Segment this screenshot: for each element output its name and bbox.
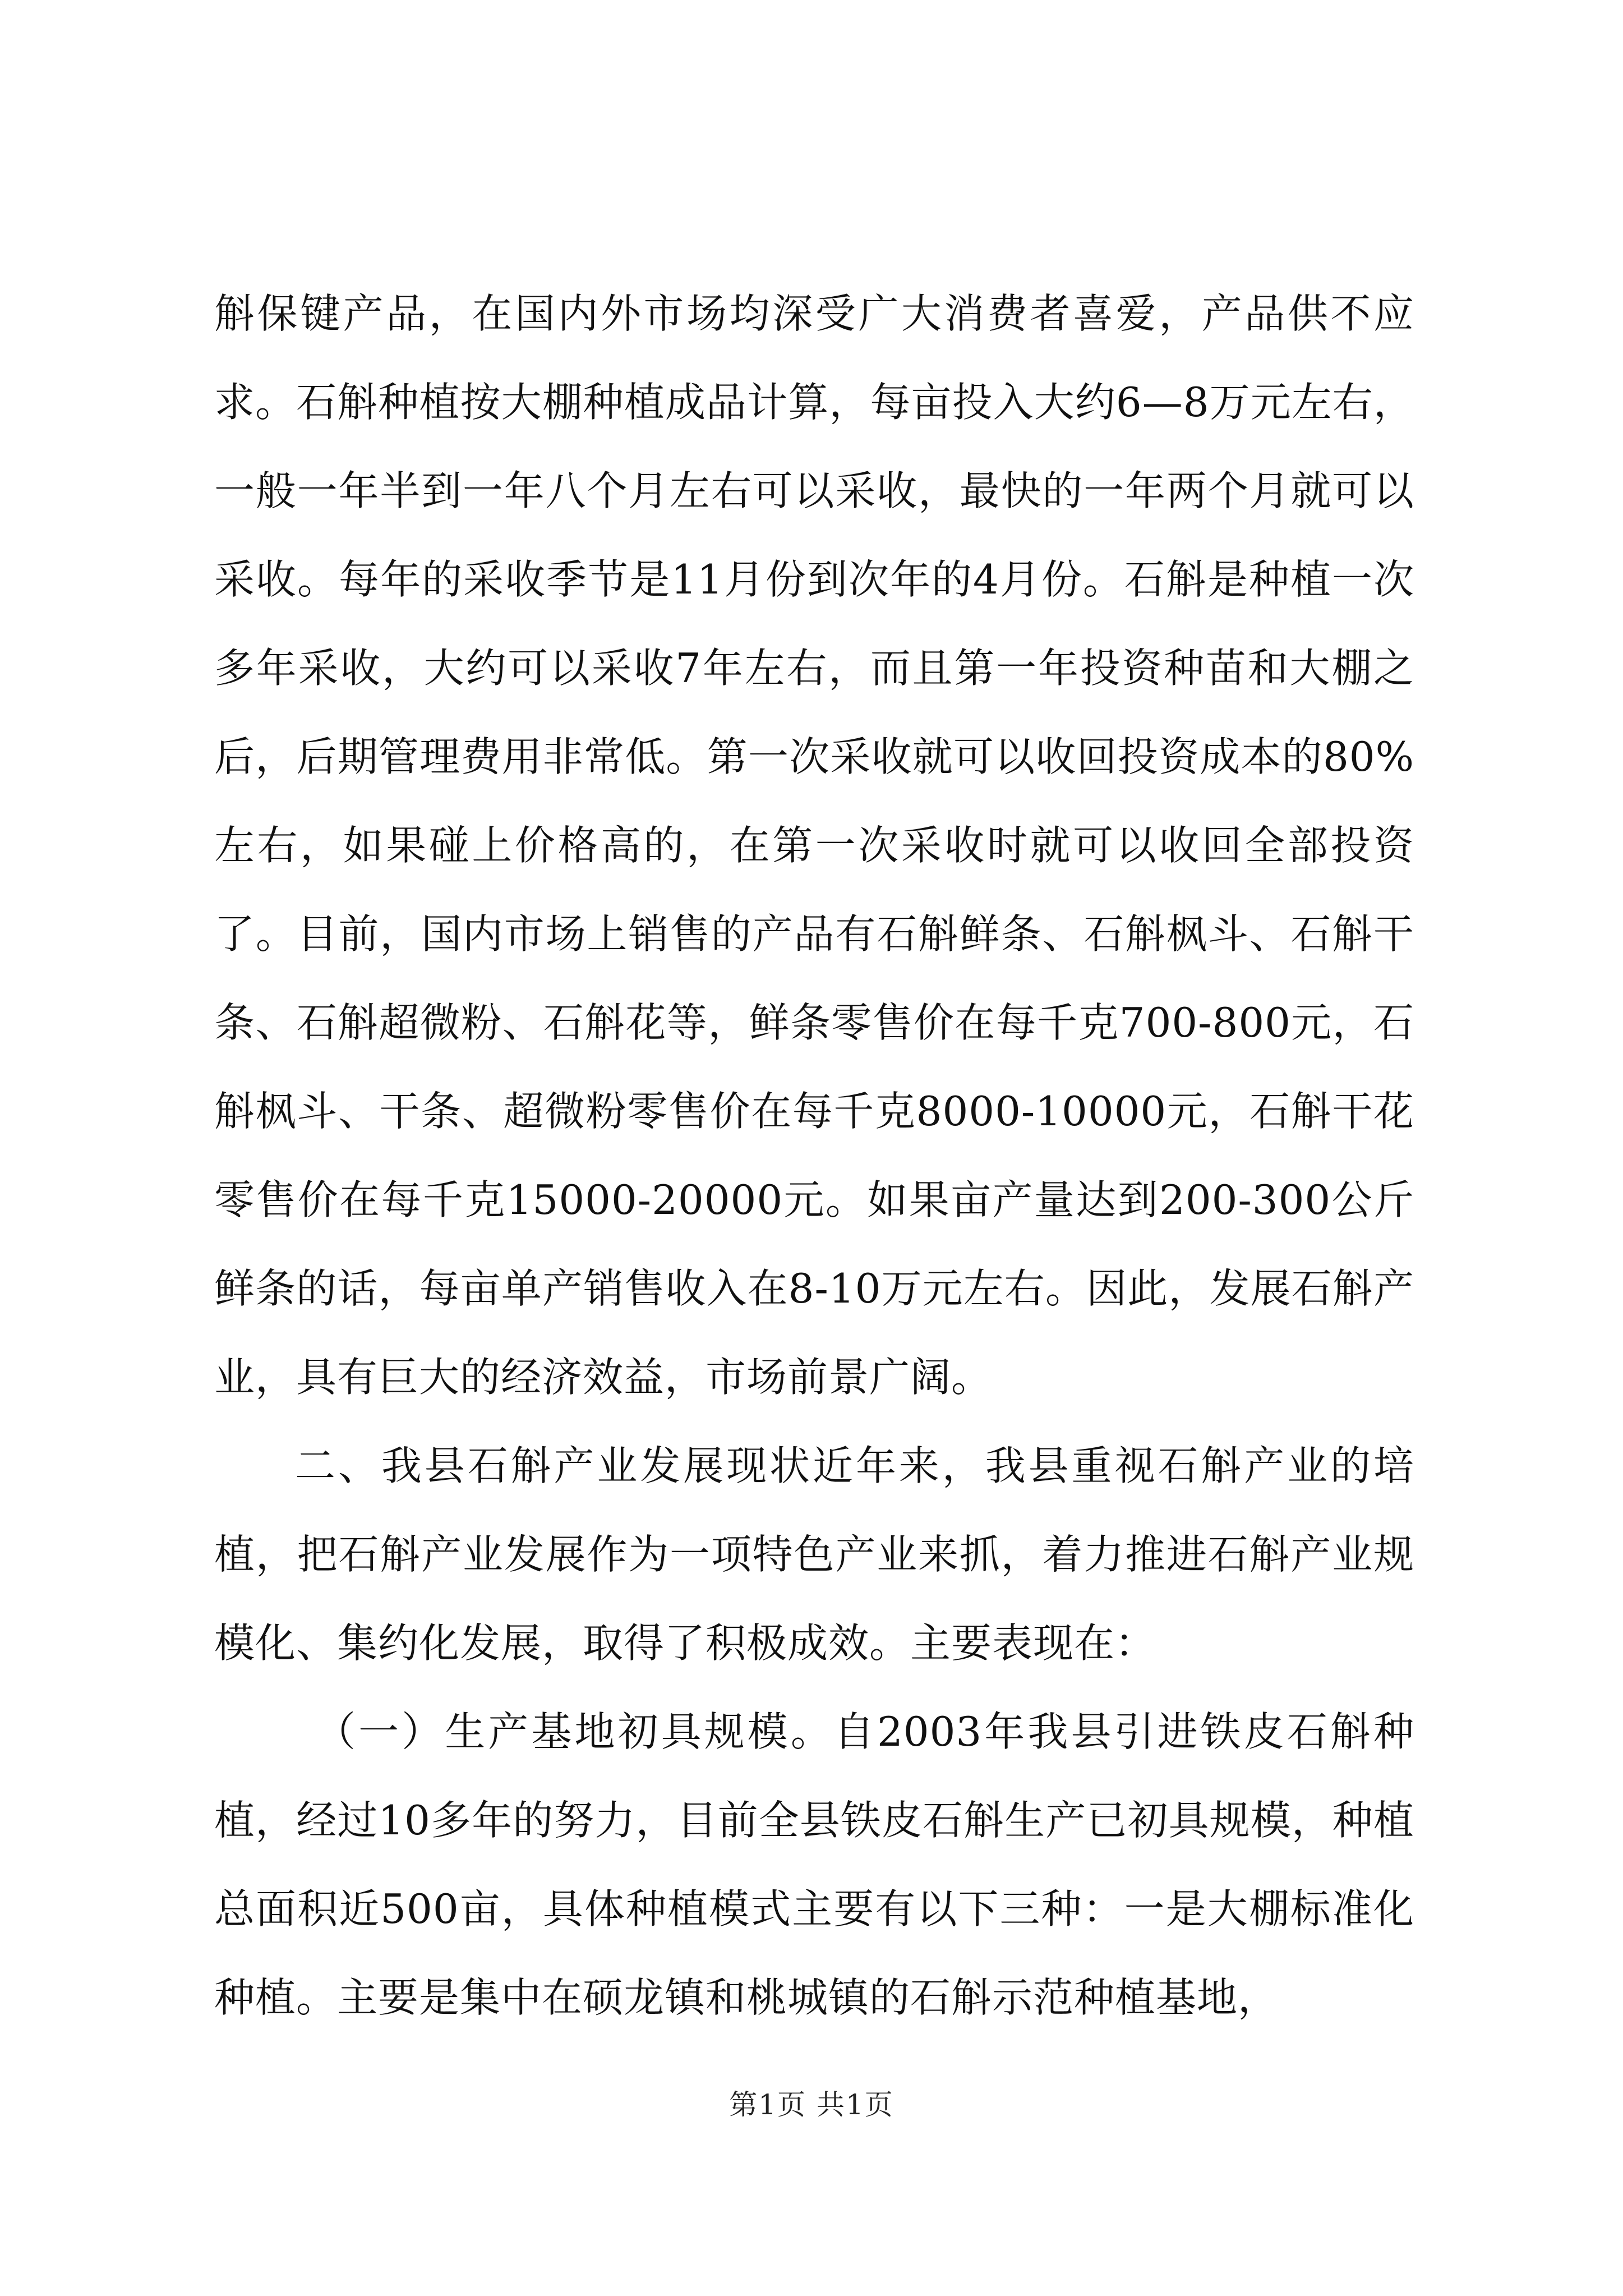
- paragraph-industry-status: 二、我县石斛产业发展现状近年来，我县重视石斛产业的培植，把石斛产业发展作为一项特色产业来抓，着力推进石斛产业规模化、集约化发展，取得了积极成效。主要表现在：: [214, 1442, 1414, 1667]
- paragraph-production-base: （一）生产基地初具规模。自2003年我县引进铁皮石斛种植，经过10多年的努力，目前全县铁皮石斛生产已初具规模，种植总面积近500亩，具体种植模式主要有以下三种：一是大棚标准化种植。主要是集中在硕龙镇和桃城镇的石斛示范种植基地，: [214, 1708, 1414, 2021]
- document-body: [214, 269, 1414, 2042]
- paragraph-market-overview: 斛保键产品，在国内外市场均深受广大消费者喜爱，产品供不应求。石斛种植按大棚种植成品计算，每亩投入大约6—8万元左右，一般一年半到一年八个月左右可以采收，最快的一年两个月就可以采收。每年的采收季节是11月份到次年的4月份。石斛是种植一次多年采收，大约可以采收7年左右，而且第一年投资种苗和大棚之后，后期管理费用非常低。第一次采收就可以收回投资成本的80%左右，如果碰上价格高的，在第一次采收时就可以收回全部投资了。目前，国内市场上销售的产品有石斛鲜条、石斛枫斗、石斛干条、石斛超微粉、石斛花等，鲜条零售价在每千克700-800元，石斛枫斗、干条、超微粉零售价在每千克8000-10000元，石斛干花零售价在每千克15000-20000元。如果亩产量达到200-300公斤鲜条的话，每亩单产销售收入在8-10万元左右。因此，发展石斛产业，具有巨大的经济效益，市场前景广阔。: [214, 290, 1414, 1401]
- page-footer: 第1页 共1页: [729, 2088, 894, 2121]
